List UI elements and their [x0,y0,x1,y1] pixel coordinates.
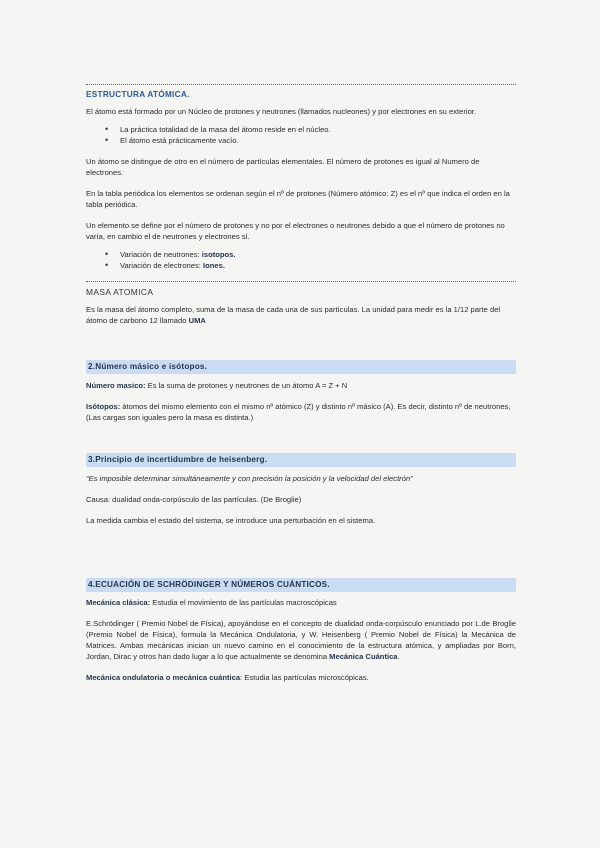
spacer [86,433,516,453]
section-title-estructura: ESTRUCTURA ATÓMICA. [86,90,190,99]
divider [86,84,516,85]
section-header-heisenberg: 3.Principio de incertidumbre de heisenberg. [86,453,516,467]
paragraph-mecanica-ondulatoria: Mecánica ondulatoria o mecánica cuántica: Estudia las partículas microscópicas. [86,673,369,682]
list-item: • Variación de electrones: Iones. [120,260,516,271]
paragraph-medida: La medida cambia el estado del sistema, se introduce una perturbación en el sistema. [86,516,376,525]
document-page [86,84,516,693]
quote-heisenberg: “Es imposible determinar simultáneamente y con precisión la posición y la velocidad del electrón” [86,474,413,483]
bullet-list [86,124,516,146]
variation-list [86,249,516,271]
list-item: • Variación de neutrones: isotopos. [120,249,516,260]
paragraph-periodic-table: En la tabla periódica los elementos se ordenan según el nº de protones (Número atómico: Z) es el nº que indica el orden en la tabla periódica. [86,189,510,209]
paragraph-element-definition: Un elemento se define por el número de protones y no por el electrones o neutrones debido a que el número de protones no varía, en cambio el de neutrones y electrones sí. [86,221,505,241]
list-item: • La práctica totalidad de la masa del átomo reside en el núcleo. [120,124,516,135]
divider [86,281,516,282]
paragraph-mecanica-clasica: Mecánica clásica: Estudia el movimiento de las partículas macroscópicas [86,598,337,607]
section-title-masa: MASA ATOMICA [86,287,154,297]
paragraph-distinction: Un átomo se distingue de otro en el número de partículas elementales. El número de protones es igual al Numero de electrones. [86,157,480,177]
spacer [86,336,516,360]
paragraph-masa: Es la masa del átomo completo, suma de la masa de cada una de sus partículas. La unidad para medir es la 1/12 parte del átomo de carbono 12 llamado UMA [86,305,501,325]
paragraph-numero-masico: Número masico: Es la suma de protones y neutrones de un átomo A = Z + N [86,381,348,390]
spacer [86,536,516,578]
list-item: • El átomo está prácticamente vacío. [120,135,516,146]
paragraph-intro: El átomo está formado por un Núcleo de protones y neutrones (llamados nucleones) y por electrones en su exterior. [86,107,477,116]
section-header-schrodinger: 4.ECUACIÓN DE SCHRÖDINGER Y NÚMEROS CUÁNTICOS. [86,578,516,592]
section-header-numero-masico: 2.Número másico e isótopos. [86,360,516,374]
paragraph-causa: Causa: dualidad onda-corpúsculo de las partículas. (De Broglie) [86,495,302,504]
paragraph-schrodinger: E.Schrödinger ( Premio Nobel de Física), apoyándose en el concepto de dualidad onda-corpúsculo enunciado por L.de Broglie (Premio Nobel de Física), formula la Mecánica Ondulatoria, y W. Heisenberg ( Premio Nobel de Física) la Mecánica de Matrices. Ambas mecánicas inician un nuevo camino en el conocimiento de la estructura atómica, y ampliadas por Born, Jordan, Dirac y otros han dado lugar a lo que actualmente se denomina Mecánica Cuántica. [86,619,516,661]
paragraph-isotopos: Isótopos: átomos del mismo elemento con el mismo nº atómico (Z) y distinto nº másico (A). Es decir, distinto nº de neutrones, (Las cargas son iguales pero la masa es distinta.) [86,402,511,422]
